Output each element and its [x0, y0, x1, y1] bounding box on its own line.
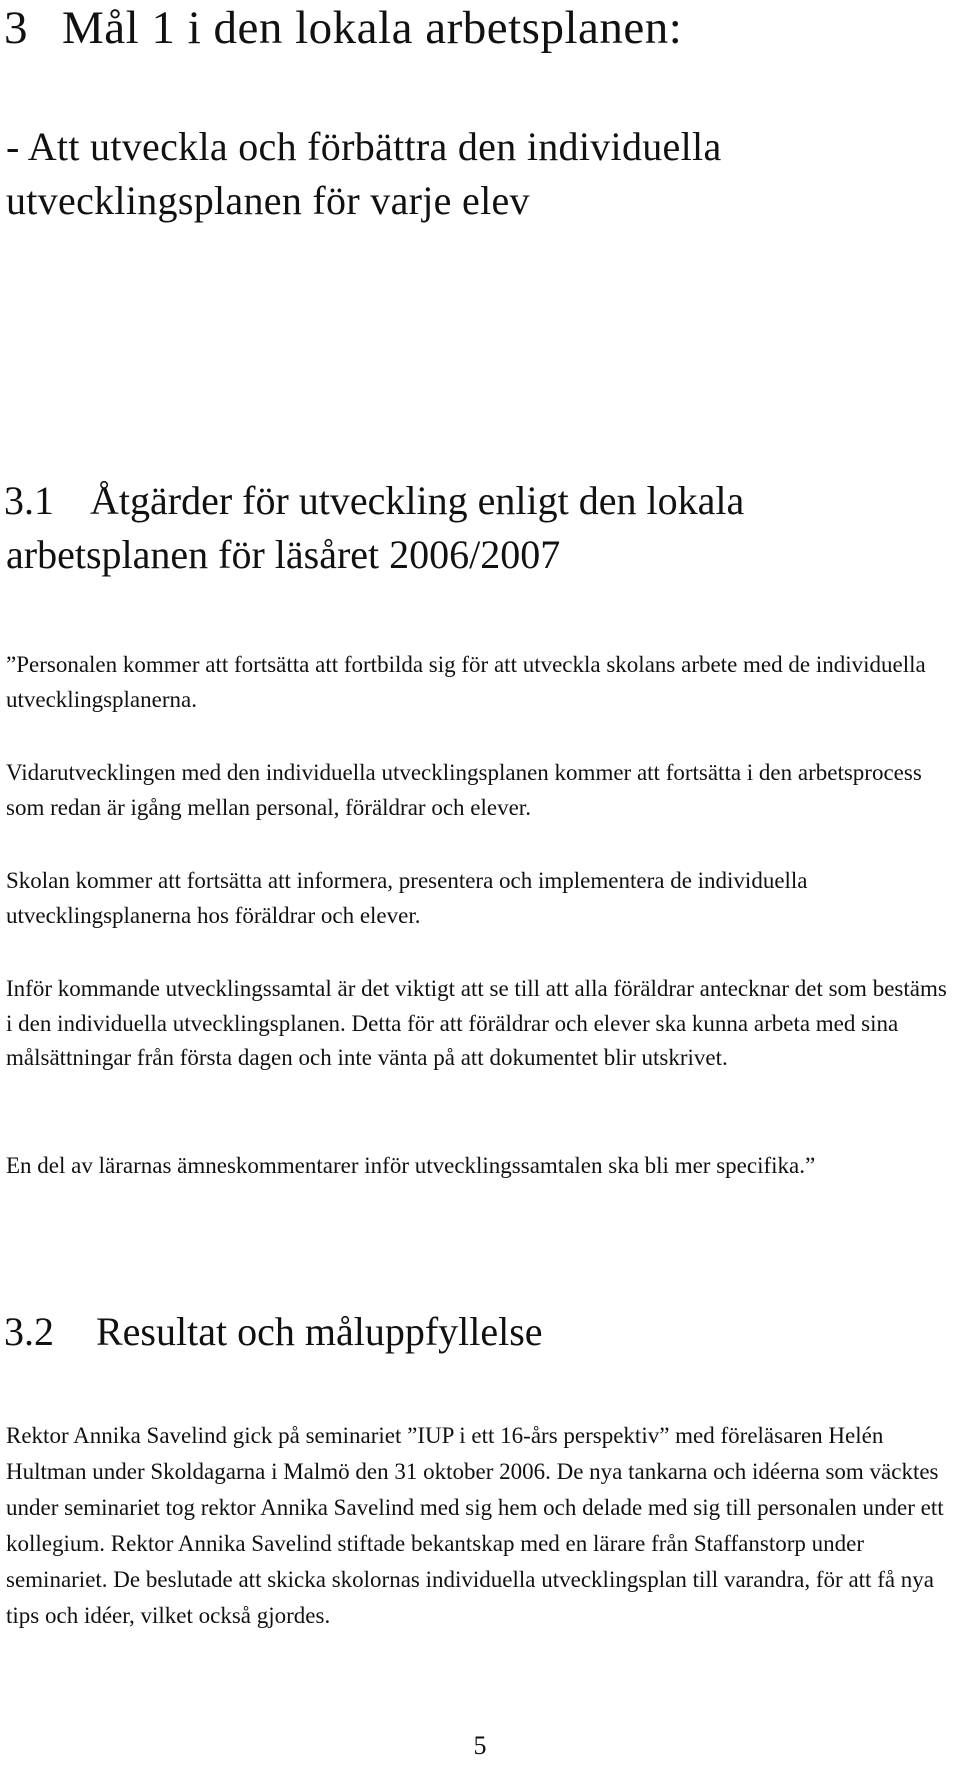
section-3-1-paragraph-3: Skolan kommer att fortsätta att informera, presentera och implementera de individuella utvecklingsplanerna hos föräldrar och elever.: [6, 868, 808, 928]
goal-subtitle-line-2: utvecklingsplanen för varje elev: [6, 178, 530, 223]
section-3-1-paragraph-5: En del av lärarnas ämneskommentarer inför utvecklingssamtalen ska bli mer specifika.”: [6, 1153, 816, 1178]
section-3-1-paragraph-1: ”Personalen kommer att fortsätta att fortbilda sig för att utveckla skolans arbete med de individuella utvecklingsplanerna.: [6, 652, 926, 712]
section-3-1-paragraph-4: Inför kommande utvecklingssamtal är det viktigt att se till att alla föräldrar antecknar det som bestäms i den individuella utvecklingsplanen. Detta för att föräldrar och elever ska kunna arbeta med sina målsättningar från första dagen och inte vänta på att dokumentet blir utskrivet.: [6, 976, 947, 1070]
section-3-2-number: 3.2: [4, 1309, 54, 1354]
section-3-1-title-line-2: arbetsplanen för läsåret 2006/2007: [6, 532, 561, 577]
section-3-2-heading: [4, 1305, 543, 1359]
section-3-1-title-line-1: Åtgärder för utveckling enligt den lokala: [90, 478, 745, 523]
section-3-1-number: 3.1: [4, 478, 54, 523]
chapter-heading: [4, 0, 682, 56]
goal-subtitle-line-1: - Att utveckla och förbättra den individuella: [6, 124, 722, 169]
section-3-2-title: Resultat och måluppfyllelse: [96, 1309, 543, 1354]
chapter-title: Mål 1 i den lokala arbetsplanen:: [62, 2, 683, 54]
goal-subtitle: [6, 120, 906, 228]
section-3-1-heading: [4, 474, 744, 528]
page-number: 5: [473, 1731, 487, 1760]
chapter-number: 3: [4, 2, 28, 54]
section-3-1-paragraph-2: Vidarutvecklingen med den individuella utvecklingsplanen kommer att fortsätta i den arbetsprocess som redan är igång mellan personal, föräldrar och elever.: [6, 760, 922, 820]
section-3-2-paragraph: Rektor Annika Savelind gick på seminariet ”IUP i ett 16-års perspektiv” med föreläsaren Helén Hultman under Skoldagarna i Malmö den 31 oktober 2006. De nya tankarna och idéerna som väcktes under seminariet tog rektor Annika Savelind med sig hem och delade med sig till personalen under ett kollegium. Rektor Annika Savelind stiftade bekantskap med en lärare från Staffanstorp under seminariet. De beslutade att skicka skolornas individuella utvecklingsplan till varandra, för att få nya tips och idéer, vilket också gjordes.: [6, 1423, 944, 1628]
